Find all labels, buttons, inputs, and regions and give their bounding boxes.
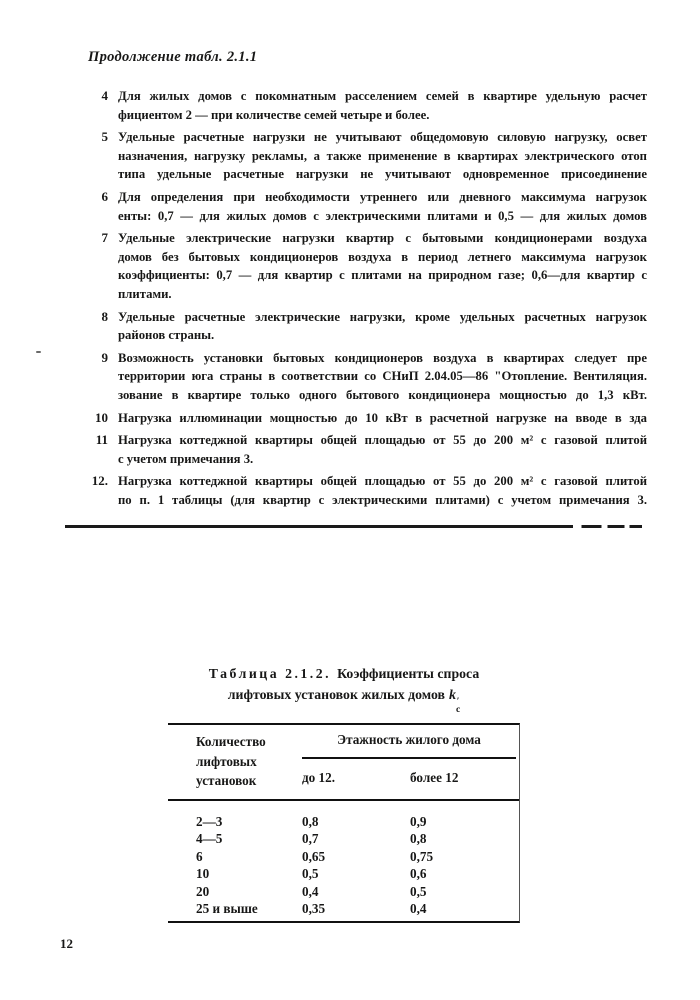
table-title-line1 bbox=[168, 663, 520, 684]
table-2-1-2 bbox=[168, 663, 520, 923]
note-line: Возможность установки бытовых кондиционеров воздуха в квартирах следует пре bbox=[118, 350, 647, 365]
note-item bbox=[90, 349, 647, 405]
row-label: 4—5 bbox=[196, 831, 223, 847]
note-number: 7 bbox=[101, 230, 108, 246]
note-line: зование в квартире только одного бытового кондиционера мощностью до 1,3 кВт. bbox=[118, 387, 647, 402]
k-symbol-prime: ′ bbox=[456, 697, 460, 707]
row-value: 0,6 bbox=[410, 866, 427, 882]
continuation-header: Продолжение табл. 2.1.1 bbox=[88, 49, 258, 65]
note-line: Удельные расчетные нагрузки не учитывают общедомовую силовую нагрузку, освет bbox=[118, 130, 647, 145]
table-header bbox=[168, 725, 519, 801]
table-title-line2-text: лифтовых установок жилых домов bbox=[227, 687, 445, 702]
note-line: коэффициенты: 0,7 — для квартир с плитами на природном газе; 0,6—для квартир с bbox=[118, 268, 647, 283]
note-item bbox=[90, 229, 647, 303]
note-number: 8 bbox=[101, 308, 108, 324]
table-row bbox=[168, 865, 519, 882]
col1-header-line: Количество bbox=[196, 734, 266, 749]
note-line: плитами. bbox=[118, 286, 172, 301]
row-value: 0,4 bbox=[302, 883, 319, 899]
notes-list bbox=[90, 87, 647, 513]
note-number: 10 bbox=[95, 409, 108, 425]
k-demand-coefficient-symbol bbox=[449, 687, 461, 715]
row-value: 0,5 bbox=[302, 866, 319, 882]
page-number: 12 bbox=[60, 936, 73, 951]
note-text bbox=[118, 229, 647, 303]
note-text bbox=[118, 409, 647, 428]
note-text bbox=[118, 188, 647, 225]
note-line: районов страны. bbox=[118, 328, 215, 343]
k-symbol-base: k bbox=[449, 688, 456, 703]
note-number: 11 bbox=[95, 432, 108, 448]
row-value: 0,75 bbox=[410, 848, 434, 864]
row-label: 25 и выше bbox=[196, 901, 258, 917]
row-value: 0,4 bbox=[410, 901, 427, 917]
section-divider bbox=[65, 525, 642, 528]
row-value: 0,9 bbox=[410, 814, 427, 829]
note-line: по п. 1 таблицы (для квартир с электрическими плитами) с учетом примечания 3. bbox=[118, 492, 647, 507]
row-value: 0,5 bbox=[410, 883, 427, 899]
table-body bbox=[168, 801, 519, 917]
note-line: Для жилых домов с покомнатным расселением семей в квартире удельную расчет bbox=[118, 89, 647, 103]
col-header-more-than-12: более 12 bbox=[410, 770, 459, 785]
note-line: домов без бытовых кондиционеров воздуха в период летнего максимума нагрузок bbox=[118, 249, 647, 264]
note-number: 12. bbox=[91, 473, 108, 489]
note-item bbox=[90, 128, 647, 184]
group-header-underline bbox=[302, 757, 516, 759]
note-text bbox=[118, 87, 647, 124]
k-symbol-subscript: c bbox=[456, 704, 461, 715]
col-header-up-to-12: до 12. bbox=[302, 770, 336, 785]
note-item bbox=[90, 409, 647, 428]
note-line: Нагрузка иллюминации мощностью до 10 кВт в расчетной нагрузке на вводе в зда bbox=[118, 410, 647, 425]
col1-header-line: лифтовых bbox=[196, 753, 257, 769]
row-label: 20 bbox=[196, 883, 210, 899]
note-line: территории юга страны в соответствии со СНиП 2.04.05—86 "Отопление. Вентиляция. bbox=[118, 369, 647, 384]
note-line: фициентом 2 — при количестве семей четыре и более. bbox=[118, 107, 430, 122]
note-line: назначения, нагрузку рекламы, а также применение в квартирах электрического отоп bbox=[118, 148, 647, 163]
note-line: типа удельные расчетные нагрузки не учитывают одновременное присоединение bbox=[118, 167, 647, 182]
col1-header-line: установок bbox=[196, 773, 257, 788]
note-line: Нагрузка коттеджной квартиры общей площадью от 55 до 200 м² с газовой плитой bbox=[118, 474, 647, 489]
table-row bbox=[168, 830, 519, 847]
note-line: Удельные электрические нагрузки квартир с бытовыми кондиционерами воздуха bbox=[118, 231, 647, 246]
note-item bbox=[90, 87, 647, 124]
row-value: 0,8 bbox=[410, 831, 427, 847]
table-row bbox=[168, 900, 519, 917]
note-number: 6 bbox=[101, 188, 108, 204]
lift-coefficients-table bbox=[168, 723, 520, 923]
note-line: Нагрузка коттеджной квартиры общей площадью от 55 до 200 м² с газовой плитой bbox=[118, 433, 647, 448]
note-line: Удельные расчетные электрические нагрузки, кроме удельных расчетных нагрузок bbox=[118, 309, 647, 324]
note-text bbox=[118, 472, 647, 509]
table-title-text: Коэффициенты спроса bbox=[337, 666, 480, 681]
table-row bbox=[168, 883, 519, 900]
note-text bbox=[118, 308, 647, 345]
row-value: 0,8 bbox=[302, 814, 319, 829]
row-value: 0,65 bbox=[302, 848, 326, 864]
row-label: 6 bbox=[196, 848, 203, 864]
note-number: 5 bbox=[101, 129, 108, 145]
note-line: с учетом примечания 3. bbox=[118, 451, 254, 466]
table-row bbox=[168, 813, 519, 830]
note-text bbox=[118, 349, 647, 405]
table-title-label: Таблица 2.1.2. bbox=[208, 666, 332, 681]
row-value: 0,7 bbox=[302, 831, 319, 847]
note-text bbox=[118, 431, 647, 468]
note-text bbox=[118, 128, 647, 184]
scan-speck bbox=[36, 351, 41, 353]
col-group-header-storeys: Этажность жилого дома bbox=[337, 732, 481, 747]
table-title-line2 bbox=[168, 684, 520, 714]
note-line: енты: 0,7 — для жилых домов с электрическими плитами и 0,5 — для жилых домов bbox=[118, 208, 647, 223]
note-number: 9 bbox=[101, 349, 108, 365]
row-value: 0,35 bbox=[302, 901, 326, 917]
table-row bbox=[168, 848, 519, 865]
row-label: 2—3 bbox=[196, 814, 223, 829]
note-item bbox=[90, 431, 647, 468]
row-label: 10 bbox=[196, 866, 210, 882]
col-header-lift-count bbox=[196, 732, 266, 791]
note-line: Для определения при необходимости утреннего или дневного максимума нагрузок bbox=[118, 189, 647, 204]
note-item bbox=[90, 188, 647, 225]
note-number: 4 bbox=[101, 88, 108, 103]
note-item bbox=[90, 472, 647, 509]
note-item bbox=[90, 308, 647, 345]
